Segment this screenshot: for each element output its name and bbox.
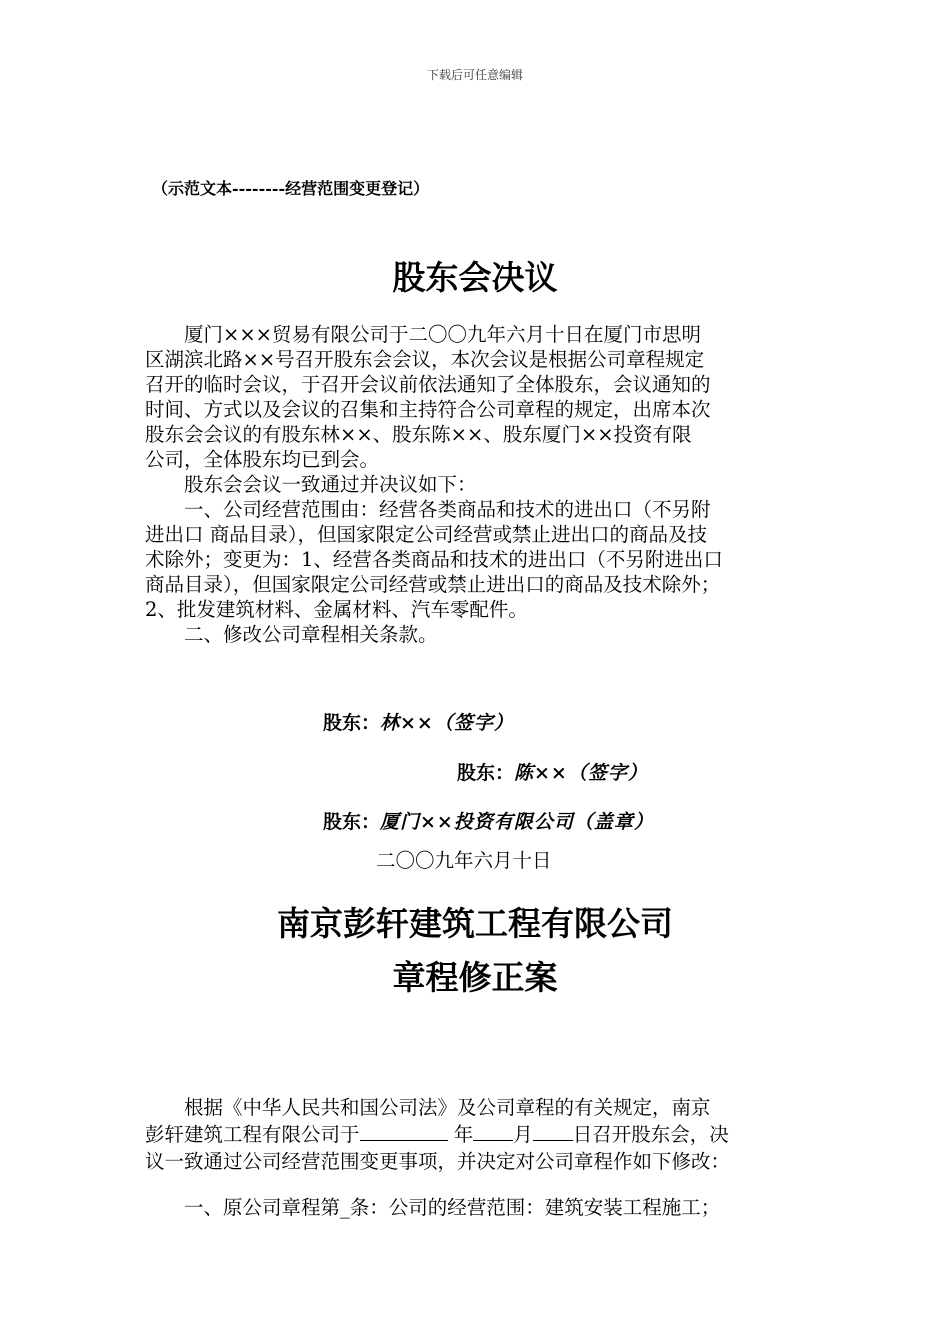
body-line: 股东会会议的有股东林××、股东陈××、股东厦门××投资有限 xyxy=(145,423,692,446)
amendment-line: 根据《中华人民共和国公司法》及公司章程的有关规定，南京 xyxy=(145,1096,711,1119)
signature-name: 厦门××投资有限公司（盖章） xyxy=(380,811,654,833)
amendment-line-with-blanks xyxy=(145,1122,729,1147)
body-line: 召开的临时会议，于召开会议前依法通知了全体股东，会议通知的 xyxy=(145,373,711,396)
body-line: 股东会会议一致通过并决议如下： xyxy=(145,473,477,496)
signature-name: 林××（签字） xyxy=(380,712,514,734)
body-line: 区湖滨北路××号召开股东会会议，本次会议是根据公司章程规定 xyxy=(145,348,705,371)
signature-name: 陈××（签字） xyxy=(514,762,648,784)
signature-line-3 xyxy=(323,807,654,834)
sample-label: （示范文本--------经营范围变更登记） xyxy=(152,179,430,198)
header-note: 下载后可任意编辑 xyxy=(426,68,523,82)
blank-field-month[interactable] xyxy=(473,1122,513,1141)
text-segment: 年 xyxy=(447,1123,474,1146)
body-line: 术除外；变更为：1、经营各类商品和技术的进出口（不另附进出口 xyxy=(145,548,723,571)
signature-label: 股东： xyxy=(457,762,515,784)
text-segment: 日召开股东会，决 xyxy=(572,1123,729,1146)
amendment-title: 章程修正案 xyxy=(392,958,558,997)
resolution-date: 二〇〇九年六月十日 xyxy=(376,849,552,872)
body-line: 时间、方式以及会议的召集和主持符合公司章程的规定，出席本次 xyxy=(145,398,711,421)
amendment-line: 议一致通过公司经营范围变更事项，并决定对公司章程作如下修改： xyxy=(145,1150,731,1173)
body-line: 一、公司经营范围由：经营各类商品和技术的进出口（不另附 xyxy=(145,498,711,521)
body-line: 二、修改公司章程相关条款。 xyxy=(145,623,438,646)
body-line: 进出口 商品目录），但国家限定公司经营或禁止进出口的商品及技 xyxy=(145,523,707,546)
signature-line-1 xyxy=(323,708,514,735)
text-segment: 彭轩建筑工程有限公司于 xyxy=(145,1123,360,1146)
body-line: 厦门×××贸易有限公司于二〇〇九年六月十日在厦门市思明 xyxy=(145,323,702,346)
blank-field-day[interactable] xyxy=(533,1122,573,1141)
amendment-company-title: 南京彭轩建筑工程有限公司 xyxy=(277,904,673,943)
body-line: 商品目录），但国家限定公司经营或禁止进出口的商品及技术除外； xyxy=(145,573,721,596)
signature-line-2 xyxy=(457,758,648,785)
body-line: 公司，全体股东均已到会。 xyxy=(145,448,380,471)
body-line: 2、批发建筑材料、金属材料、汽车零配件。 xyxy=(145,598,528,621)
resolution-title: 股东会决议 xyxy=(392,258,558,297)
text-segment: 月 xyxy=(513,1123,533,1146)
amendment-clause: 一、原公司章程第_条：公司的经营范围：建筑安装工程施工； xyxy=(145,1196,721,1219)
signature-label: 股东： xyxy=(323,712,381,734)
blank-field-date[interactable] xyxy=(360,1122,448,1141)
signature-label: 股东： xyxy=(323,811,381,833)
